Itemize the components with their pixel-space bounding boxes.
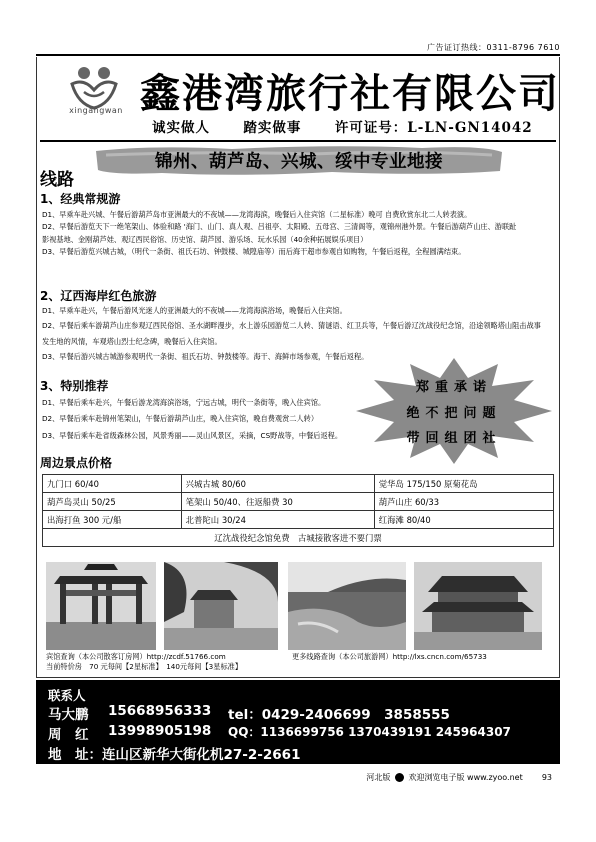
photo-temple-trees xyxy=(164,562,278,650)
list-item: D1、早乘车赴兴城、午餐后游葫芦岛市亚洲最大的不夜城——龙湾海滨，晚餐后入住宾馆（二星标准）晚可 自费欣赏东北二人转表演。 xyxy=(42,210,472,219)
page-footer xyxy=(366,772,552,783)
contact-title: 联系人 xyxy=(48,688,86,703)
list-item: D3、早餐后游览兴城古城，（明代一条街、祖氏石坊、钟鼓楼、城隍庙等）而后海干超市参观自如购物，午餐后返程，全程圆满结束。 xyxy=(42,247,466,257)
route-3-list xyxy=(42,397,372,442)
caption-more-routes: 更多线路查询（本公司旅游网）http://lxs.cncn.com/65733 xyxy=(292,652,487,661)
list-item: D1、早乘车赴兴，午餐后游风光迷人的亚洲最大的不夜城——龙湾海滨浴场，晚餐后入住宾馆。 xyxy=(42,306,347,315)
contact-2-qq: QQ：1136699756 1370439191 245964307 xyxy=(228,725,511,739)
company-logo-icon xyxy=(66,64,122,110)
table-cell: 兴城古城 80/60 xyxy=(181,475,374,493)
slogan-steady: 踏实做事 xyxy=(243,120,302,136)
contact-address: 地 址：连山区新华大街化机27-2-2661 xyxy=(48,747,301,763)
table-row xyxy=(43,511,554,529)
caption-special-rooms: 当前特价房 70 元每间【2星标准】 140元每间【3星标准】 xyxy=(46,662,243,671)
photo-memorial-archway xyxy=(46,562,156,650)
price-note: 辽沈战役纪念馆免费 古城接散客进不要门票 xyxy=(43,529,554,547)
slogan-line xyxy=(152,116,533,136)
contact-2-mobile: 13998905198 xyxy=(108,723,212,739)
table-row xyxy=(43,475,554,493)
list-item: D3、早餐后游兴城古城游参观明代一条街、祖氏石坊、钟鼓楼等。海干、海鲜市场参观，午餐后返程。 xyxy=(42,352,369,362)
table-cell: 葫芦山庄 60/33 xyxy=(374,493,553,511)
promise-line-3: 带回组团社 xyxy=(406,431,502,446)
contact-1-name: 马大鹏 xyxy=(48,707,89,723)
promise-line-2: 绝不把问题 xyxy=(406,406,502,421)
list-item: D2、早餐后乘车赴锦州笔架山，午餐后游葫芦山庄，晚入住宾馆，晚自费观赏二人转） xyxy=(42,414,319,424)
table-cell: 北普陀山 30/24 xyxy=(181,511,374,529)
route-1-heading: 1、经典常规游 xyxy=(40,192,121,206)
price-table xyxy=(42,474,554,547)
list-item: 影视基地、金刚葫芦娃、观辽西民俗馆、历史馆、葫芦园、游乐场、玩水乐园（40余种拓展娱乐项目） xyxy=(42,234,368,244)
contact-1-tel: tel：0429-2406699 3858555 xyxy=(228,707,450,723)
list-item: D1、早餐后乘车赴兴，午餐后游龙湾海滨浴场，宁远古城，明代一条街等，晚入住宾馆。 xyxy=(42,398,326,407)
caption-hotel-site: 宾馆查询（本公司散客订房网）http://zcdf.51766.com xyxy=(46,652,226,661)
table-cell: 葫芦岛灵山 50/25 xyxy=(43,493,182,511)
table-cell: 觉华岛 175/150 原菊花岛 xyxy=(374,475,553,493)
list-item: D2、早餐后乘车游葫芦山庄参观辽西民俗馆、圣水湖畔漫步，水上游乐园游览二人转、猜谜语、红卫兵等，午餐后游辽沈战役纪念馆，沿途领略塔山阻击战事 xyxy=(42,321,541,331)
site-label: 欢迎浏览电子版 www.zyoo.net xyxy=(408,773,523,782)
table-cell: 笔架山 50/40、往返船费 30 xyxy=(181,493,374,511)
edition-label: 河北版 xyxy=(366,773,391,782)
route-3-heading: 3、特别推荐 xyxy=(40,379,109,393)
company-name: 鑫港湾旅行社有限公司 xyxy=(140,70,560,117)
routes-title: 线路 xyxy=(40,170,74,190)
table-row xyxy=(43,529,554,547)
logo-wordmark: xingangwan xyxy=(69,106,123,115)
table-cell: 出海打鱼 300 元/船 xyxy=(43,511,182,529)
header-rule xyxy=(40,140,556,142)
license-number: 许可证号：L-LN-GN14042 xyxy=(334,120,533,136)
slogan-honest: 诚实做人 xyxy=(152,120,210,136)
promise-line-1: 郑重承诺 xyxy=(415,380,492,395)
route-2-list xyxy=(42,305,554,364)
table-cell: 红海滩 80/40 xyxy=(374,511,553,529)
contact-panel xyxy=(36,680,560,764)
site-icon xyxy=(395,773,404,782)
contact-1-mobile: 15668956333 xyxy=(108,703,212,719)
list-item: 发生地的风情，车观塔山烈士纪念碑，晚餐后入住宾馆。 xyxy=(42,336,222,346)
table-cell: 九门口 60/40 xyxy=(43,475,182,493)
photo-coastline xyxy=(288,562,406,650)
banner-title: 锦州、葫芦岛、兴城、绥中专业地接 xyxy=(155,152,443,172)
list-item: D3、早餐后乘车赴省级森林公园，风景秀丽——灵山风景区，采摘，CS野战等，中餐后返程。 xyxy=(42,430,343,440)
route-1-list xyxy=(42,209,554,259)
list-item: D2、早餐后游览天下一绝笔架山、体验和路 '海门、山门、真人观、吕祖亭、太阳殿、五母宫、三清阁等，观锦州港外景。午餐后游葫芦山庄、游联趾 xyxy=(42,222,517,232)
table-row xyxy=(43,493,554,511)
ad-cert-hotline: 广告证订热线：0311-8796 7610 xyxy=(426,43,560,52)
prices-title: 周边景点价格 xyxy=(40,456,113,470)
page-number: 93 xyxy=(541,773,552,782)
photo-pavilion xyxy=(414,562,542,650)
top-rule xyxy=(36,54,560,56)
route-2-heading: 2、辽西海岸红色旅游 xyxy=(40,289,157,303)
contact-2-name: 周 红 xyxy=(48,727,89,743)
